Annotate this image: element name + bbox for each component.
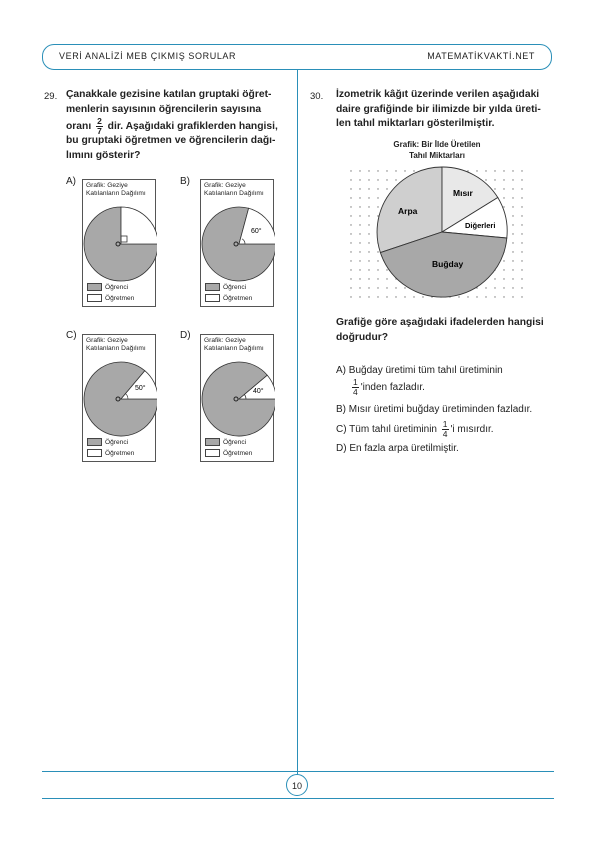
legend-student: Öğrenci [205, 283, 246, 291]
angle-label: 40° [253, 388, 264, 395]
legend-student: Öğrenci [87, 283, 128, 291]
q29-option-b-chart[interactable] [200, 179, 274, 307]
legend-student: Öğrenci [205, 438, 246, 446]
q30-number: 30. [310, 91, 324, 102]
student-swatch [87, 283, 102, 291]
q29-number: 29. [44, 91, 58, 102]
q30-line1: İzometrik kâğıt üzerinde verilen aşağıdaki [336, 89, 540, 100]
footer-rule-top [42, 771, 554, 772]
q29-line3-post: dir. Aşağıdaki grafiklerden hangisi, [107, 121, 278, 133]
answer-c-fraction: $\frac{1}{4}$ [442, 419, 448, 439]
bugday-label: Buğday [432, 259, 464, 269]
column-divider [297, 70, 298, 786]
teacher-swatch [87, 449, 102, 457]
q29-line2: menlerin sayısının öğrencilerin sayısına [66, 103, 262, 115]
legend-teacher: Öğretmen [205, 294, 252, 302]
page-number: 10 [286, 774, 308, 796]
q30-pie-chart [340, 160, 530, 305]
legend-teacher: Öğretmen [87, 449, 134, 457]
page-header [42, 44, 552, 70]
teacher-swatch [205, 294, 220, 302]
q29-line3-pre: oranı [66, 121, 92, 133]
q29-line5: lımını gösterir? [66, 149, 141, 161]
q30-answer-a[interactable]: A) Buğday üretimi tüm tahıl üretiminin [336, 365, 503, 376]
digerleri-label: Diğerleri [465, 221, 496, 230]
angle-label: 50° [135, 385, 146, 392]
teacher-slice [121, 207, 157, 244]
answer-a-fraction: $\frac{1}{4}$ [353, 377, 358, 397]
student-swatch [205, 283, 220, 291]
q29-option-c-label[interactable]: C) [66, 330, 77, 341]
angle-label: 60° [251, 228, 262, 235]
header-right-site: MATEMATİKVAKTİ.NET [427, 51, 535, 61]
q30-answer-c[interactable]: C) Tüm tahıl üretiminin $\frac{1}{4}$ 'i mısırdır. [336, 419, 494, 439]
q30-chart-title: Grafik: Bir İlde Üretilen Tahıl Miktarları [393, 140, 481, 160]
chart-title: Grafik: Geziye Katılanların Dağılımı [204, 337, 264, 352]
chart-title: Grafik: Geziye Katılanların Dağılımı [86, 337, 146, 352]
legend-teacher: Öğretmen [205, 449, 252, 457]
teacher-swatch [205, 449, 220, 457]
q30-answer-a-cont[interactable]: $\frac{1}{4}$ 'inden fazladır. [353, 377, 425, 397]
q29-option-a-label[interactable]: A) [66, 176, 76, 187]
q30-line2: daire grafiğinde bir ilimizde bir yılda üreti- [336, 103, 541, 115]
q29-line4: bu gruptaki öğretmen ve öğrencilerin dağı- [66, 135, 276, 146]
q29-option-d-label[interactable]: D) [180, 330, 191, 341]
q30-answer-b[interactable]: B) Mısır üretimi buğday üretiminden fazladır. [336, 404, 533, 415]
teacher-swatch [87, 294, 102, 302]
q30-question: Grafiğe göre aşağıdaki ifadelerden hangisi doğrudur? [336, 317, 544, 343]
q29-option-a-chart[interactable] [82, 179, 156, 307]
misir-label: Mısır [453, 188, 473, 198]
legend-student: Öğrenci [87, 438, 128, 446]
header-left-title: VERİ ANALİZİ MEB ÇIKMIŞ SORULAR [59, 51, 237, 61]
q30-line3: len tahıl miktarları gösterilmiştir. [336, 118, 495, 129]
q30-answer-d[interactable]: D) En fazla arpa üretilmiştir. [336, 443, 459, 454]
q29-option-b-label[interactable]: B) [180, 176, 190, 187]
arpa-label: Arpa [398, 206, 418, 216]
q29-option-c-chart[interactable] [82, 334, 156, 462]
legend-teacher: Öğretmen [87, 294, 134, 302]
q29-option-d-chart[interactable] [200, 334, 274, 462]
student-swatch [87, 438, 102, 446]
q29-line3 [66, 117, 288, 134]
q30-text [336, 88, 558, 132]
q29-line1: Çanakkale gezisine katılan gruptaki öğret- [66, 89, 272, 100]
student-swatch [205, 438, 220, 446]
chart-title: Grafik: Geziye Katılanların Dağılımı [86, 182, 146, 197]
q29-text [66, 88, 288, 163]
footer-rule-bottom [42, 798, 554, 799]
q29-frac-den: 7 [97, 126, 102, 136]
chart-title: Grafik: Geziye Katılanların Dağılımı [204, 182, 264, 197]
q29-frac-num: 2 [97, 116, 102, 126]
